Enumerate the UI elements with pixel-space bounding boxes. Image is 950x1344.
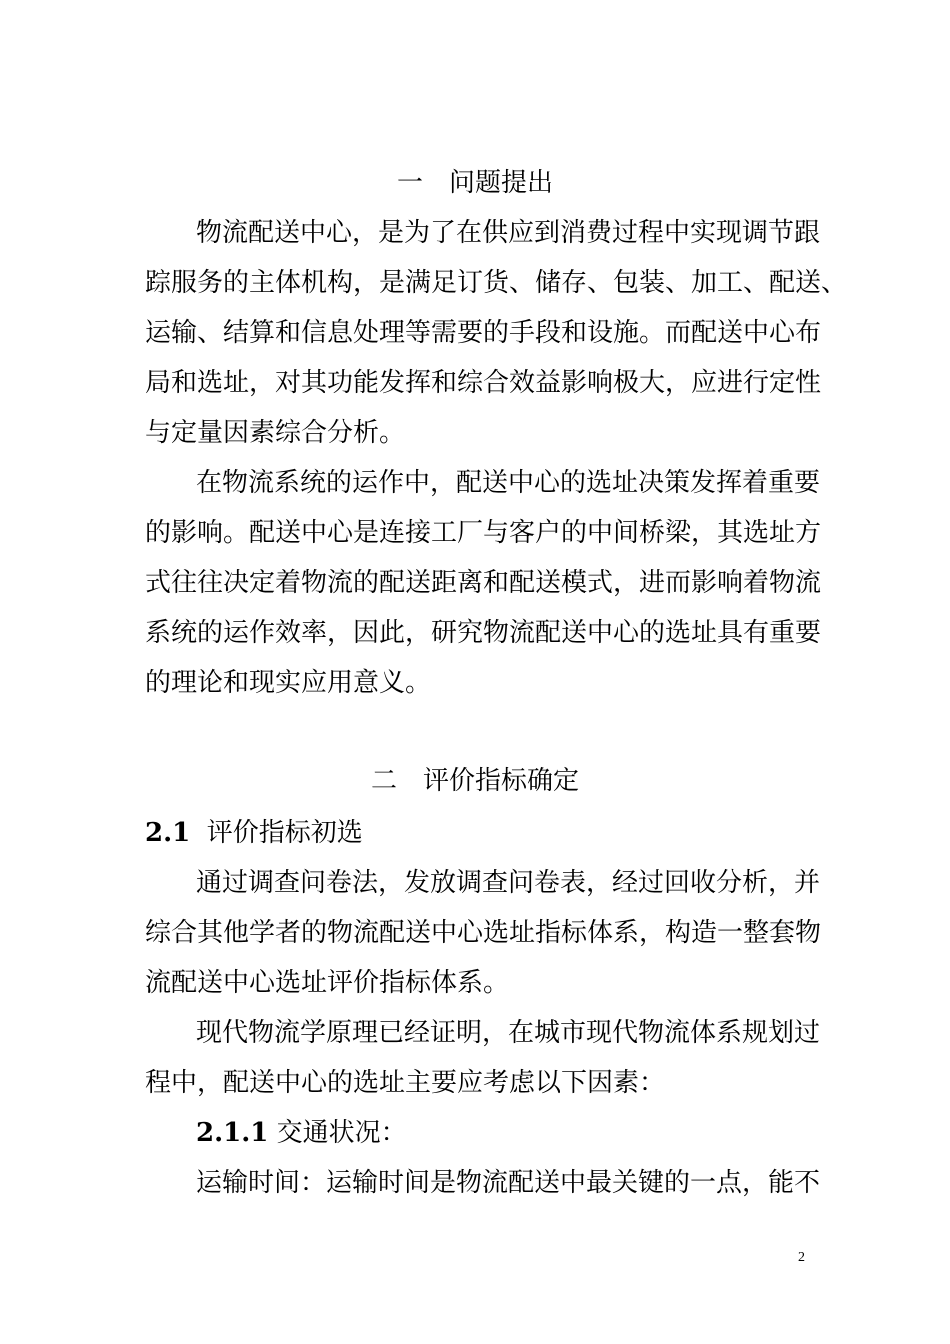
subsection-title: 评价指标初选	[206, 818, 363, 848]
paragraph-line: 式往往决定着物流的配送距离和配送模式，进而影响着物流	[145, 568, 822, 598]
paragraph-line: 流配送中心选址评价指标体系。	[145, 968, 510, 998]
page-number: 2	[798, 1250, 805, 1265]
paragraph-line: 运输、结算和信息处理等需要的手段和设施。而配送中心布	[145, 318, 822, 348]
paragraph-line: 运输时间：运输时间是物流配送中最关键的一点，能不	[196, 1168, 821, 1198]
subsection-heading	[145, 818, 363, 848]
subsubsection-number: 2.1.1	[196, 1118, 269, 1148]
paragraph-line: 程中，配送中心的选址主要应考虑以下因素：	[145, 1068, 666, 1098]
paragraph-line: 与定量因素综合分析。	[145, 418, 406, 448]
subsection-number: 2.1	[145, 818, 191, 848]
paragraph-line: 在物流系统的运作中，配送中心的选址决策发挥着重要	[196, 468, 821, 498]
subsubsection-heading	[196, 1118, 407, 1148]
paragraph-line: 系统的运作效率，因此，研究物流配送中心的选址具有重要	[145, 618, 822, 648]
section-heading-1: 一 问题提出	[396, 168, 553, 198]
paragraph-line: 踪服务的主体机构，是满足订货、储存、包装、加工、配送、	[145, 268, 848, 298]
subsubsection-title: 交通状况：	[276, 1118, 407, 1148]
section-heading-2: 二 评价指标确定	[370, 766, 579, 796]
paragraph-line: 物流配送中心，是为了在供应到消费过程中实现调节跟	[196, 218, 821, 248]
paragraph-line: 的理论和现实应用意义。	[145, 668, 432, 698]
paragraph-line: 现代物流学原理已经证明，在城市现代物流体系规划过	[196, 1018, 821, 1048]
paragraph-line: 综合其他学者的物流配送中心选址指标体系，构造一整套物	[145, 918, 822, 948]
paragraph-line: 局和选址，对其功能发挥和综合效益影响极大，应进行定性	[145, 368, 822, 398]
paragraph-line: 通过调查问卷法，发放调查问卷表，经过回收分析，并	[196, 868, 821, 898]
paragraph-line: 的影响。配送中心是连接工厂与客户的中间桥梁，其选址方	[145, 518, 822, 548]
